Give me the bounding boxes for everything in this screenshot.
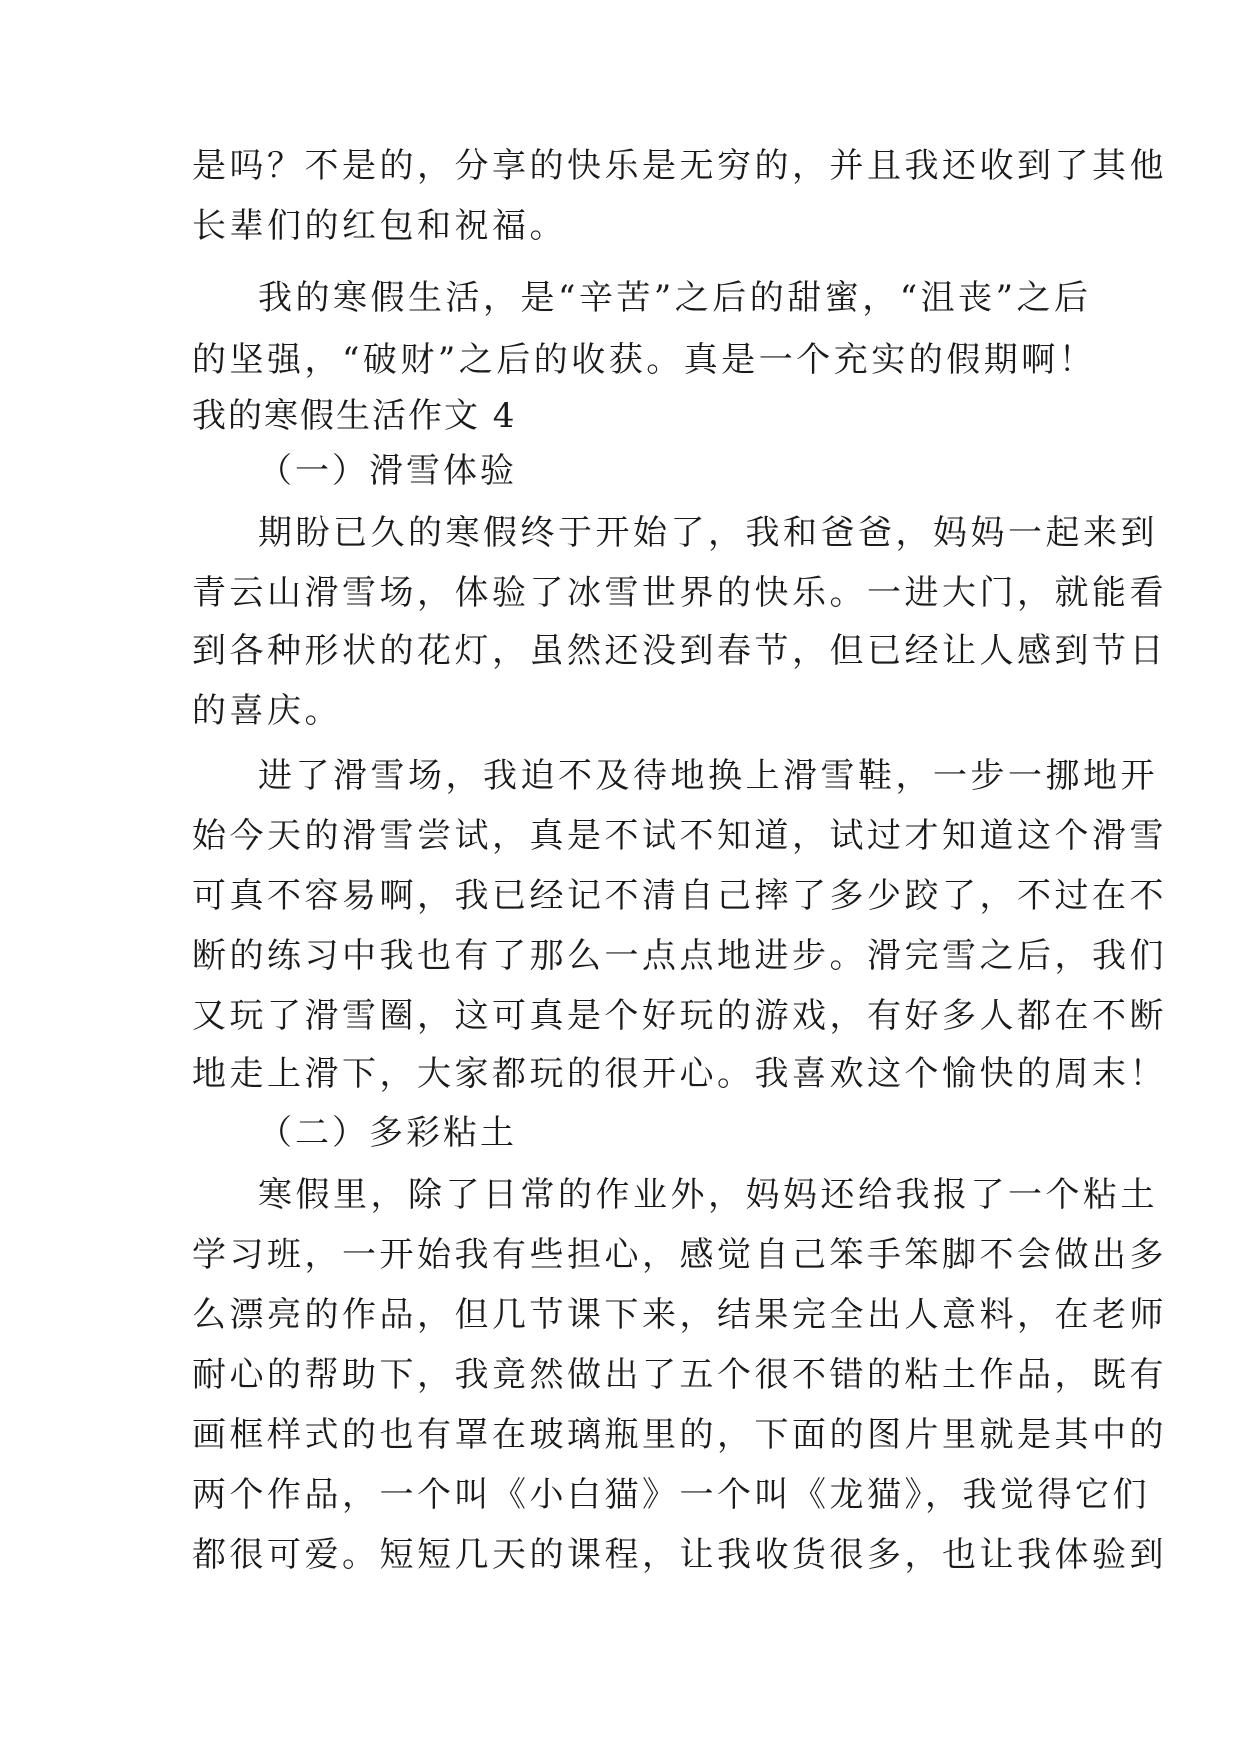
paragraph-line: 是吗？不是的，分享的快乐是无穷的，并且我还收到了其他: [192, 146, 1167, 186]
paragraph-line: 的坚强，“破财”之后的收获。真是一个充实的假期啊！: [192, 340, 1097, 380]
paragraph-line: 画框样式的也有罩在玻璃瓶里的，下面的图片里就是其中的: [192, 1415, 1167, 1455]
paragraph-line: 的喜庆。: [192, 691, 342, 731]
paragraph-line: 青云山滑雪场，体验了冰雪世界的快乐。一进大门，就能看: [192, 573, 1167, 613]
paragraph-line: 断的练习中我也有了那么一点点地进步。滑完雪之后，我们: [192, 936, 1167, 976]
subsection-heading: （一）滑雪体验: [258, 451, 517, 491]
paragraph-line: 学习班，一开始我有些担心，感觉自己笨手笨脚不会做出多: [192, 1235, 1167, 1275]
paragraph-line: 两个作品，一个叫《小白猫》一个叫《龙猫》，我觉得它们: [192, 1475, 1150, 1515]
paragraph-line: 又玩了滑雪圈，这可真是个好玩的游戏，有好多人都在不断: [192, 996, 1167, 1036]
subsection-heading: （二）多彩粘土: [258, 1113, 517, 1153]
paragraph-line: 始今天的滑雪尝试，真是不试不知道，试过才知道这个滑雪: [192, 816, 1167, 856]
paragraph-line: 寒假里，除了日常的作业外，妈妈还给我报了一个粘土: [258, 1175, 1158, 1215]
paragraph-line: 可真不容易啊，我已经记不清自己摔了多少跤了，不过在不: [192, 876, 1167, 916]
paragraph-line: 么漂亮的作品，但几节课下来，结果完全出人意料，在老师: [192, 1295, 1167, 1335]
paragraph-line: 进了滑雪场，我迫不及待地换上滑雪鞋，一步一挪地开: [258, 756, 1158, 796]
paragraph-line: 地走上滑下，大家都玩的很开心。我喜欢这个愉快的周末！: [192, 1054, 1167, 1094]
paragraph-line: 耐心的帮助下，我竟然做出了五个很不错的粘土作品，既有: [192, 1355, 1167, 1395]
paragraph-line: 都很可爱。短短几天的课程，让我收货很多，也让我体验到: [192, 1535, 1167, 1575]
paragraph-line: 长辈们的红包和祝福。: [192, 206, 567, 246]
paragraph-line: 期盼已久的寒假终于开始了，我和爸爸，妈妈一起来到: [258, 513, 1158, 553]
paragraph-line: 到各种形状的花灯，虽然还没到春节，但已经让人感到节日: [192, 631, 1167, 671]
paragraph-line: 我的寒假生活，是“辛苦”之后的甜蜜，“沮丧”之后: [258, 278, 1092, 318]
section-heading: 我的寒假生活作文 4: [192, 396, 517, 436]
